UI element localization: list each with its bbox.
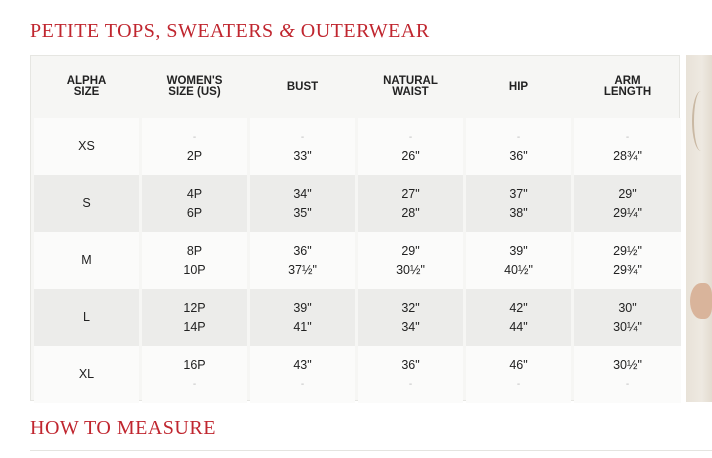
cell-bust	[250, 346, 355, 403]
cell-value: -	[625, 131, 630, 143]
cell-value: 34"	[293, 186, 312, 201]
cell-value: -	[625, 378, 630, 390]
cell-hip	[466, 289, 571, 346]
table-row	[34, 232, 681, 289]
model-photo	[686, 55, 712, 402]
cell-alpha-size: M	[34, 232, 139, 289]
cell-arm-length	[574, 118, 681, 175]
cell-value: -	[408, 131, 413, 143]
cell-value: 38"	[509, 205, 528, 220]
col-header-line: LENGTH	[603, 86, 652, 98]
title-suffix: OUTERWEAR	[295, 20, 430, 42]
cell-value: 8P	[186, 243, 203, 258]
col-header-line: NATURAL	[383, 75, 438, 87]
cell-value: 46"	[509, 357, 528, 372]
cell-alpha-size: S	[34, 175, 139, 232]
cell-womens-size	[142, 346, 247, 403]
cell-value: 42"	[509, 300, 528, 315]
cell-value: 41"	[293, 319, 312, 334]
cell-value: 27"	[401, 186, 420, 201]
cell-value: 43"	[293, 357, 312, 372]
col-header-line: WOMEN'S	[166, 75, 223, 87]
cell-value: 29¾"	[613, 262, 642, 277]
col-header-line: WAIST	[392, 86, 429, 98]
cell-value: 36"	[293, 243, 312, 258]
cell-womens-size	[142, 118, 247, 175]
cell-value: 30½"	[396, 262, 425, 277]
col-header-line: SIZE (US)	[168, 86, 221, 98]
model-hand	[690, 283, 712, 319]
cell-arm-length	[574, 232, 681, 289]
cell-natural-waist	[358, 289, 463, 346]
cell-hip	[466, 175, 571, 232]
cell-value: 16P	[183, 357, 206, 372]
size-table	[31, 56, 684, 403]
cell-value: 30"	[618, 300, 637, 315]
col-header-womens-size	[142, 56, 247, 118]
cell-value: 6P	[186, 205, 203, 220]
cell-womens-size	[142, 232, 247, 289]
cell-value: -	[516, 131, 521, 143]
cell-bust	[250, 289, 355, 346]
cell-value: 39"	[509, 243, 528, 258]
cell-value: 35"	[293, 205, 312, 220]
title-prefix: PETITE TOPS, SWEATERS	[30, 20, 280, 42]
cell-value: 2P	[186, 148, 203, 163]
cell-bust	[250, 118, 355, 175]
cell-value: 29½"	[613, 243, 642, 258]
cell-value: 36"	[509, 148, 528, 163]
cell-value: 30½"	[613, 357, 642, 372]
cell-value: -	[516, 378, 521, 390]
cell-value: 36"	[401, 357, 420, 372]
cell-value: -	[300, 378, 305, 390]
cell-value: -	[408, 378, 413, 390]
col-header-line: ALPHA	[66, 75, 107, 87]
cell-natural-waist	[358, 346, 463, 403]
cell-value: 12P	[183, 300, 206, 315]
cell-value: 29¼"	[613, 205, 642, 220]
cell-natural-waist	[358, 118, 463, 175]
cell-value: 29"	[401, 243, 420, 258]
col-header-line: BUST	[286, 80, 319, 93]
cell-value: 28"	[401, 205, 420, 220]
cell-value: 28¾"	[613, 148, 642, 163]
cell-value: 32"	[401, 300, 420, 315]
header-row	[34, 56, 681, 118]
col-header-line: ARM	[614, 75, 641, 87]
cell-value: 14P	[183, 319, 206, 334]
cell-natural-waist	[358, 232, 463, 289]
cell-value: -	[192, 131, 197, 143]
cell-natural-waist	[358, 175, 463, 232]
cell-value: 37½"	[288, 262, 317, 277]
table-row	[34, 118, 681, 175]
cell-womens-size	[142, 289, 247, 346]
table-body	[34, 118, 681, 403]
col-header-hip	[466, 56, 571, 118]
cell-value: -	[192, 378, 197, 390]
table-row	[34, 346, 681, 403]
col-header-line: HIP	[508, 80, 529, 93]
cell-value: 40½"	[504, 262, 533, 277]
model-silhouette	[692, 91, 710, 151]
cell-hip	[466, 118, 571, 175]
cell-value: 10P	[183, 262, 206, 277]
cell-womens-size	[142, 175, 247, 232]
col-header-alpha-size	[34, 56, 139, 118]
cell-arm-length	[574, 346, 681, 403]
title-ampersand: &	[279, 20, 296, 42]
cell-value: 4P	[186, 186, 203, 201]
table-row	[34, 289, 681, 346]
size-chart	[30, 55, 680, 401]
cell-arm-length	[574, 175, 681, 232]
cell-value: 33"	[293, 148, 312, 163]
table-header	[34, 56, 681, 118]
cell-bust	[250, 175, 355, 232]
cell-hip	[466, 346, 571, 403]
page-title	[30, 20, 430, 43]
cell-alpha-size: XL	[34, 346, 139, 403]
cell-arm-length	[574, 289, 681, 346]
col-header-arm-length	[574, 56, 681, 118]
cell-value: 44"	[509, 319, 528, 334]
col-header-natural-waist	[358, 56, 463, 118]
cell-value: 29"	[618, 186, 637, 201]
cell-alpha-size: XS	[34, 118, 139, 175]
cell-value: -	[300, 131, 305, 143]
cell-value: 34"	[401, 319, 420, 334]
col-header-line: SIZE	[73, 86, 100, 98]
cell-bust	[250, 232, 355, 289]
how-to-measure-heading: HOW TO MEASURE	[30, 417, 216, 439]
col-header-bust	[250, 56, 355, 118]
table-row	[34, 175, 681, 232]
cell-value: 30¼"	[613, 319, 642, 334]
cell-value: 37"	[509, 186, 528, 201]
cell-value: 39"	[293, 300, 312, 315]
cell-value: 26"	[401, 148, 420, 163]
cell-hip	[466, 232, 571, 289]
cell-alpha-size: L	[34, 289, 139, 346]
section-divider	[30, 450, 712, 451]
